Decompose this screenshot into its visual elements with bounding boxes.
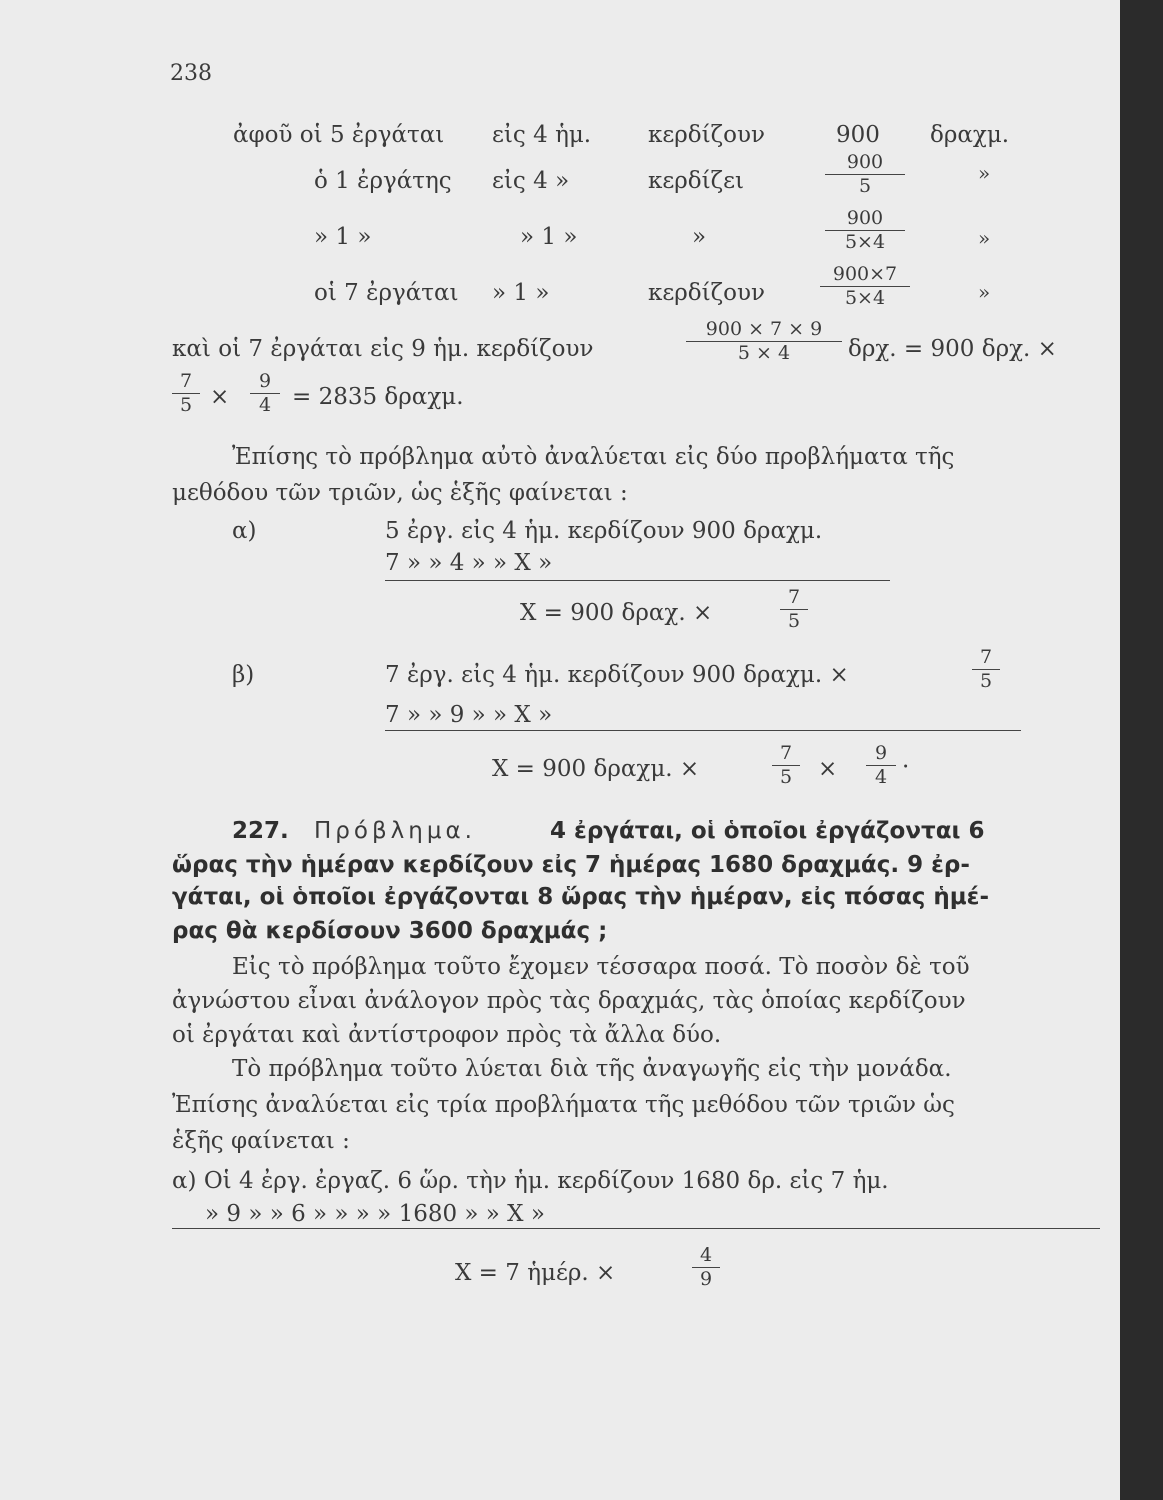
t1-r4-verb: κερδίζουν: [648, 280, 765, 306]
t1-r2-verb: κερδίζει: [648, 168, 745, 194]
beta-divider: [385, 730, 1021, 731]
t1-r1-value: 900: [836, 122, 880, 148]
page-number: 238: [170, 61, 212, 86]
t1-r1-lead: ἀφοῦ οἱ 5 ἐργάται: [233, 122, 445, 148]
t1-r2-den: 5: [858, 175, 872, 197]
problem-line2: ὥρας τὴν ἡμέραν κερδίζουν εἰς 7 ἡμέρας 1680 δραχμάς. 9 ἐρ-: [172, 852, 970, 878]
alpha-row1: 5 ἐργ. εἰς 4 ἡμ. κερδίζουν 900 δραχμ.: [385, 518, 823, 544]
alpha-label: α): [232, 518, 257, 544]
para3-line1: Τὸ πρόβλημα τοῦτο λύεται διὰ τῆς ἀναγωγῆς εἰς τὴν μονάδα.: [232, 1056, 952, 1082]
t1-r3-unit: »: [978, 226, 991, 250]
result-f1-num: 7: [172, 372, 200, 394]
alpha-divider: [385, 580, 890, 581]
problem-line3: γάται, οἱ ὁποῖοι ἐργάζονται 8 ὥρας τὴν ἡμέραν, εἰς πόσας ἡμέ-: [172, 884, 990, 910]
beta-label: β): [232, 662, 255, 688]
alpha-f-num: 7: [780, 588, 808, 610]
result-equals: = 2835 δραχμ.: [292, 384, 464, 410]
beta-times: ×: [818, 756, 838, 782]
t1-r1-unit: δραχμ.: [930, 122, 1010, 148]
alpha2-f-num: 4: [692, 1246, 720, 1268]
beta-row1-fraction: [972, 648, 1000, 691]
result-line-num: 900 × 7 × 9: [686, 320, 842, 342]
para1-line2: μεθόδου τῶν τριῶν, ὡς ἑξῆς φαίνεται :: [172, 480, 628, 506]
para2-line3: οἱ ἐργάται καὶ ἀντίστροφον πρὸς τὰ ἄλλα δύο.: [172, 1022, 722, 1048]
alpha2-result: X = 7 ἡμέρ. ×: [455, 1260, 616, 1286]
para2-line2: ἀγνώστου εἶναι ἀνάλογον πρὸς τὰς δραχμάς, τὰς ὁποίας κερδίζουν: [172, 988, 966, 1014]
t1-r2-fraction: [825, 153, 905, 196]
beta-f1-den: 5: [779, 766, 793, 788]
para3-line2: Ἐπίσης ἀναλύεται εἰς τρία προβλήματα τῆς μεθόδου τῶν τριῶν ὡς: [172, 1092, 955, 1118]
result-f2: [250, 372, 280, 415]
result-line-fraction: [686, 320, 842, 363]
t1-r3-verb: »: [692, 224, 707, 250]
t1-r2-mid: εἰς 4 »: [492, 168, 570, 194]
t1-r3-mid: » 1 »: [520, 224, 578, 250]
problem-line4: ρας θὰ κερδίσουν 3600 δραχμάς ;: [172, 918, 608, 944]
alpha2-fraction: [692, 1246, 720, 1289]
beta-result: X = 900 δραχμ. ×: [492, 756, 700, 782]
beta-f2-den: 4: [874, 766, 888, 788]
t1-r4-lead: οἱ 7 ἐργάται: [314, 280, 459, 306]
problem-line1: 4 ἐργάται, οἱ ὁποῖοι ἐργάζονται 6: [550, 818, 985, 844]
problem-number: 227.: [232, 818, 289, 844]
t1-r2-lead: ὁ 1 ἐργάτης: [314, 168, 452, 194]
beta-f2-num: 9: [866, 744, 896, 766]
result-f2-den: 4: [258, 394, 272, 416]
alpha2-divider: [172, 1228, 1100, 1229]
beta-r1-den: 5: [979, 670, 993, 692]
t1-r2-unit: »: [978, 161, 991, 185]
book-spine-shadow: [1120, 0, 1163, 1500]
t1-r3-lead: » 1 »: [314, 224, 372, 250]
t1-r4-fraction: [820, 265, 910, 308]
beta-dot: ·: [902, 754, 910, 780]
beta-row1: 7 ἐργ. εἰς 4 ἡμ. κερδίζουν 900 δραχμ. ×: [385, 662, 849, 688]
t1-r4-mid: » 1 »: [492, 280, 550, 306]
t1-r3-den: 5×4: [844, 231, 886, 253]
t1-r3-num: 900: [825, 209, 905, 231]
beta-f2: [866, 744, 896, 787]
para3-line3: ἑξῆς φαίνεται :: [172, 1128, 350, 1154]
result-f2-num: 9: [250, 372, 280, 394]
para1-line1: Ἐπίσης τὸ πρόβλημα αὐτὸ ἀναλύεται εἰς δύο προβλήματα τῆς: [232, 444, 955, 470]
result-f1: [172, 372, 200, 415]
beta-f1-num: 7: [772, 744, 800, 766]
result-f1-den: 5: [179, 394, 193, 416]
t1-r4-unit: »: [978, 280, 991, 304]
beta-r1-num: 7: [972, 648, 1000, 670]
alpha-f-den: 5: [787, 610, 801, 632]
result-times: ×: [210, 384, 230, 410]
t1-r3-fraction: [825, 209, 905, 252]
alpha2-f-den: 9: [699, 1268, 713, 1290]
para2-line1: Εἰς τὸ πρόβλημα τοῦτο ἔχομεν τέσσαρα ποσά. Τὸ ποσὸν δὲ τοῦ: [232, 954, 970, 980]
t1-r2-num: 900: [825, 153, 905, 175]
t1-r1-verb: κερδίζουν: [648, 122, 765, 148]
alpha-row2: 7 » » 4 » » X »: [385, 550, 553, 576]
problem-heading: Πρόβλημα.: [314, 818, 476, 844]
t1-r1-mid: εἰς 4 ἡμ.: [492, 122, 592, 148]
t1-r4-num: 900×7: [820, 265, 910, 287]
beta-f1: [772, 744, 800, 787]
result-line-den: 5 × 4: [737, 342, 791, 364]
alpha-result: X = 900 δραχ. ×: [520, 600, 713, 626]
alpha-fraction: [780, 588, 808, 631]
result-line-text: καὶ οἱ 7 ἐργάται εἰς 9 ἡμ. κερδίζουν: [172, 336, 594, 362]
alpha2-row1: α) Οἱ 4 ἐργ. ἐργαζ. 6 ὥρ. τὴν ἡμ. κερδίζουν 1680 δρ. εἰς 7 ἡμ.: [172, 1168, 889, 1194]
result-line-tail: δρχ. = 900 δρχ. ×: [848, 336, 1057, 362]
t1-r4-den: 5×4: [844, 287, 886, 309]
alpha2-row2: » 9 » » 6 » » » » 1680 » » X »: [205, 1201, 545, 1227]
beta-row2: 7 » » 9 » » X »: [385, 702, 553, 728]
